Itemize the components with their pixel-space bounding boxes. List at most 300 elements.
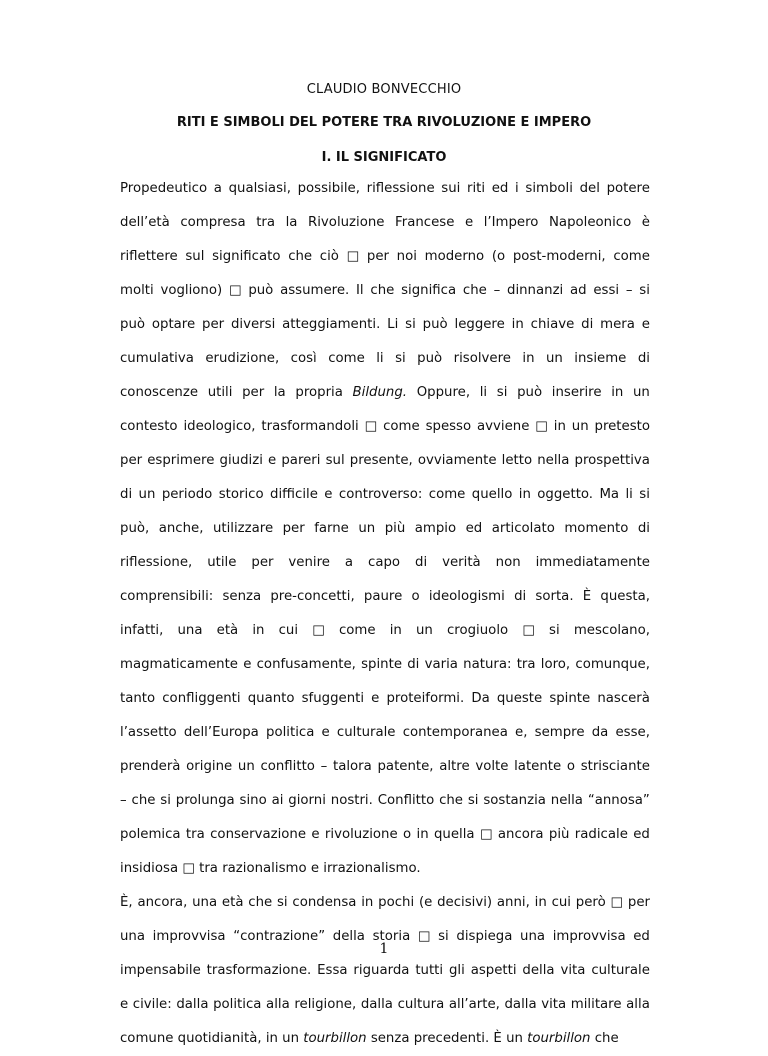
- word: e: [311, 827, 320, 842]
- word: può: [417, 351, 443, 366]
- word: in: [518, 487, 531, 502]
- paragraph-1-line: [120, 240, 650, 274]
- word: □: [228, 283, 242, 298]
- body-text: [120, 172, 650, 1056]
- paragraph-1-line: [120, 444, 650, 478]
- word: la: [273, 385, 286, 400]
- word: vita: [560, 963, 586, 978]
- word: può: [422, 317, 448, 332]
- paragraph-1-line: [120, 818, 650, 852]
- word: tourbillon: [303, 1031, 371, 1046]
- word: storico: [218, 487, 264, 502]
- word: sul: [325, 453, 345, 468]
- word: (e: [418, 895, 433, 910]
- word: anche,: [158, 521, 204, 536]
- word: risolvere: [453, 351, 511, 366]
- word: Il: [356, 283, 364, 298]
- paragraph-2-line: [120, 988, 650, 1022]
- word: di: [514, 589, 527, 604]
- word: che: [462, 283, 487, 298]
- word: più: [548, 827, 570, 842]
- paragraph-2-line: [120, 886, 650, 920]
- word: per: [120, 453, 143, 468]
- word: dalla: [504, 997, 537, 1012]
- word: essi: [593, 283, 620, 298]
- word: si: [276, 895, 288, 910]
- word: anni,: [496, 895, 530, 910]
- word: altre: [439, 759, 470, 774]
- word: e: [120, 997, 129, 1012]
- word: sino: [239, 793, 267, 808]
- word: come: [428, 487, 466, 502]
- word: o: [411, 589, 420, 604]
- word: in: [361, 895, 374, 910]
- word: varia: [424, 657, 458, 672]
- word: tanto: [120, 691, 156, 706]
- word: noi: [396, 249, 417, 264]
- word: assumere.: [280, 283, 350, 298]
- word: una: [192, 895, 218, 910]
- word: È,: [120, 895, 133, 910]
- word: spinte: [361, 657, 402, 672]
- paragraph-1-line: [120, 478, 650, 512]
- word: □: [346, 249, 360, 264]
- word: avviene: [477, 419, 530, 434]
- word: un: [282, 1031, 304, 1046]
- word: una: [177, 623, 203, 638]
- word: si: [395, 351, 406, 366]
- word: Bildung.: [352, 385, 408, 400]
- word: □: [479, 827, 493, 842]
- word: e: [268, 453, 277, 468]
- word: un: [633, 385, 650, 400]
- word: □: [182, 861, 200, 876]
- word: controverso:: [338, 487, 423, 502]
- word: vita: [541, 997, 567, 1012]
- word: Oppure,: [416, 385, 471, 400]
- word: aspetti: [470, 963, 517, 978]
- word: compresa: [180, 215, 246, 230]
- word: culturale: [591, 963, 650, 978]
- word: e: [464, 215, 474, 230]
- word: talora: [332, 759, 372, 774]
- word: pochi: [378, 895, 415, 910]
- word: giorni: [288, 793, 326, 808]
- word: in: [522, 351, 535, 366]
- word: cui: [278, 623, 299, 638]
- word: può: [248, 283, 274, 298]
- word: –: [625, 283, 633, 298]
- word: –: [120, 793, 127, 808]
- word: come: [328, 351, 365, 366]
- word: contesto: [120, 419, 178, 434]
- word: sostanzia: [483, 793, 546, 808]
- word: rivoluzione: [324, 827, 398, 842]
- word: spinte: [549, 691, 591, 706]
- word: che: [439, 793, 463, 808]
- word: potere: [606, 181, 650, 196]
- word: tra: [199, 861, 223, 876]
- word: in: [416, 827, 429, 842]
- word: che: [248, 895, 273, 910]
- word: esse,: [615, 725, 650, 740]
- word: impensabile: [120, 963, 201, 978]
- word: si: [467, 793, 479, 808]
- paragraph-2-line: [120, 1022, 650, 1056]
- word: latente: [514, 759, 562, 774]
- word: comune: [120, 1031, 178, 1046]
- word: nascerà: [597, 691, 650, 706]
- word: a: [213, 181, 222, 196]
- word: e: [310, 861, 324, 876]
- word: dalla: [360, 997, 393, 1012]
- word: tra: [256, 215, 276, 230]
- word: dispiega: [456, 929, 513, 944]
- word: storia: [372, 929, 411, 944]
- word: quanto: [247, 691, 295, 706]
- word: tutti: [415, 963, 444, 978]
- word: immediatamente: [535, 555, 650, 570]
- word: non: [495, 555, 521, 570]
- word: è: [641, 215, 650, 230]
- word: ciò: [319, 249, 339, 264]
- word: origine: [186, 759, 233, 774]
- word: riflessione,: [120, 555, 193, 570]
- document-title: RITI E SIMBOLI DEL POTERE TRA RIVOLUZIONE E IMPERO: [176, 115, 592, 130]
- paragraph-1-line: [120, 342, 650, 376]
- word: si: [160, 793, 171, 808]
- word: ovviamente: [417, 453, 497, 468]
- word: in: [511, 317, 524, 332]
- word: crogiuolo: [447, 623, 509, 638]
- word: in: [252, 623, 265, 638]
- word: sul: [185, 249, 205, 264]
- word: come: [383, 419, 420, 434]
- word: verità: [442, 555, 481, 570]
- paragraph-1-line: [120, 410, 650, 444]
- word: un: [506, 1031, 528, 1046]
- word: □: [522, 623, 535, 638]
- paragraph-1-line: [120, 172, 650, 206]
- word: venire: [288, 555, 330, 570]
- word: capo: [368, 555, 401, 570]
- word: polemica: [120, 827, 181, 842]
- word: periodo: [161, 487, 213, 502]
- word: nella: [537, 453, 570, 468]
- word: può,: [120, 521, 150, 536]
- word: ancora: [497, 827, 544, 842]
- word: però: [575, 895, 606, 910]
- word: di: [637, 521, 650, 536]
- word: propria: [295, 385, 343, 400]
- word: che: [370, 283, 395, 298]
- word: –: [320, 759, 328, 774]
- word: conservazione: [210, 827, 307, 842]
- word: alla: [626, 997, 650, 1012]
- word: (o: [491, 249, 506, 264]
- word: e: [321, 725, 330, 740]
- word: significa: [401, 283, 457, 298]
- word: più: [384, 521, 406, 536]
- word: un: [571, 419, 589, 434]
- paragraph-1-line: [120, 784, 650, 818]
- word: politica: [266, 725, 315, 740]
- word: Li: [387, 317, 399, 332]
- paragraph-1-line: [120, 750, 650, 784]
- word: volte: [475, 759, 509, 774]
- word: erudizione,: [205, 351, 280, 366]
- word: una: [120, 929, 146, 944]
- word: politica: [213, 997, 262, 1012]
- word: gli: [448, 963, 465, 978]
- word: esprimere: [147, 453, 215, 468]
- word: momento: [564, 521, 629, 536]
- word: civile:: [132, 997, 172, 1012]
- word: per: [251, 555, 274, 570]
- word: tra: [516, 657, 536, 672]
- paragraph-1-line: [120, 512, 650, 546]
- word: a: [344, 555, 354, 570]
- word: giudizi: [219, 453, 263, 468]
- paragraph-1-line: [120, 614, 650, 648]
- word: sorta.: [535, 589, 574, 604]
- word: “annosa”: [587, 793, 650, 808]
- word: li: [376, 351, 384, 366]
- word: –: [493, 283, 501, 298]
- word: all’arte,: [448, 997, 500, 1012]
- word: pre-concetti,: [270, 589, 355, 604]
- word: di: [407, 657, 420, 672]
- word: si: [438, 929, 449, 944]
- word: patente,: [377, 759, 434, 774]
- word: questa,: [600, 589, 650, 604]
- word: culturale: [336, 725, 396, 740]
- word: prenderà: [120, 759, 181, 774]
- word: proteiformi.: [386, 691, 465, 706]
- word: Napoleonico: [548, 215, 632, 230]
- word: tra: [185, 827, 205, 842]
- word: può: [517, 385, 543, 400]
- word: Propedeutico: [120, 181, 208, 196]
- word: in: [611, 385, 624, 400]
- word: vogliono): [160, 283, 223, 298]
- word: confliggenti: [162, 691, 241, 706]
- word: Ma: [599, 487, 620, 502]
- word: confusamente,: [256, 657, 356, 672]
- paragraph-1-line: [120, 682, 650, 716]
- word: li: [479, 385, 488, 400]
- word: letto: [501, 453, 533, 468]
- word: mescolano,: [573, 623, 650, 638]
- word: qualsiasi,: [228, 181, 291, 196]
- paragraph-2-line: [120, 954, 650, 988]
- word: simboli: [525, 181, 573, 196]
- word: senza: [222, 589, 262, 604]
- author-name: CLAUDIO BONVECCHIO: [306, 82, 462, 97]
- word: possibile,: [297, 181, 360, 196]
- word: in: [265, 1031, 283, 1046]
- word: ad: [570, 283, 587, 298]
- word: riguarda: [353, 963, 410, 978]
- word: irrazionalismo.: [323, 861, 421, 876]
- word: l’Impero: [483, 215, 539, 230]
- word: o: [566, 759, 575, 774]
- paragraph-1-line: [120, 376, 650, 410]
- word: una: [520, 929, 546, 944]
- word: o: [403, 827, 412, 842]
- word: per: [282, 521, 305, 536]
- word: in: [534, 895, 547, 910]
- word: un: [415, 623, 433, 638]
- word: □: [364, 419, 378, 434]
- word: di: [415, 555, 428, 570]
- word: infatti,: [120, 623, 164, 638]
- word: che: [594, 1031, 619, 1046]
- word: Conflitto: [377, 793, 435, 808]
- word: È: [493, 1031, 507, 1046]
- word: utile: [207, 555, 237, 570]
- word: di: [637, 351, 650, 366]
- word: ed: [633, 929, 650, 944]
- word: nostri.: [330, 793, 373, 808]
- word: mera: [600, 317, 635, 332]
- word: prospettiva: [574, 453, 650, 468]
- word: sempre: [534, 725, 585, 740]
- word: paure: [363, 589, 403, 604]
- word: della: [332, 929, 365, 944]
- word: moderno: [424, 249, 485, 264]
- paragraph-1-line: [120, 308, 650, 342]
- word: dalla: [176, 997, 209, 1012]
- word: utilizzare: [212, 521, 274, 536]
- paragraph-1-line: [120, 716, 650, 750]
- word: comprensibili:: [120, 589, 214, 604]
- paragraph-1-line: [120, 206, 650, 240]
- word: contemporanea: [402, 725, 508, 740]
- word: improvvisa: [552, 929, 626, 944]
- word: per: [242, 385, 265, 400]
- word: la: [285, 215, 298, 230]
- word: difficile: [270, 487, 318, 502]
- word: conoscenze: [120, 385, 199, 400]
- word: pareri: [281, 453, 321, 468]
- word: significato: [212, 249, 281, 264]
- word: ideologismi: [428, 589, 505, 604]
- word: dinnanzi: [507, 283, 564, 298]
- word: ed: [491, 181, 509, 196]
- word: decisivi): [437, 895, 493, 910]
- word: queste: [496, 691, 543, 706]
- word: leggere: [454, 317, 505, 332]
- word: improvvisa: [152, 929, 226, 944]
- word: post-moderni,: [512, 249, 606, 264]
- word: □: [417, 929, 431, 944]
- word: pretesto: [594, 419, 650, 434]
- word: dell’Europa: [183, 725, 259, 740]
- word: quello: [471, 487, 513, 502]
- word: i: [515, 181, 519, 196]
- word: farne: [314, 521, 349, 536]
- word: insidiosa: [120, 861, 183, 876]
- word: cui: [551, 895, 571, 910]
- word: un: [237, 759, 255, 774]
- word: si: [639, 283, 650, 298]
- word: quella: [433, 827, 475, 842]
- word: cultura: [397, 997, 445, 1012]
- word: in: [389, 623, 402, 638]
- word: da: [591, 725, 609, 740]
- word: si: [549, 623, 560, 638]
- word: per: [366, 249, 389, 264]
- word: per: [627, 895, 650, 910]
- word: riflessione: [366, 181, 435, 196]
- word: □: [312, 623, 325, 638]
- word: Da: [471, 691, 490, 706]
- word: tourbillon: [527, 1031, 595, 1046]
- word: È: [582, 589, 592, 604]
- word: condensa: [292, 895, 357, 910]
- word: di: [581, 317, 594, 332]
- word: può: [120, 317, 146, 332]
- word: per: [202, 317, 225, 332]
- word: li: [625, 487, 633, 502]
- word: conflitto: [260, 759, 315, 774]
- word: dell’età: [120, 215, 170, 230]
- word: e,: [515, 725, 528, 740]
- word: chiave: [530, 317, 575, 332]
- word: che: [131, 793, 156, 808]
- word: l’assetto: [120, 725, 177, 740]
- word: quotidianità,: [177, 1031, 266, 1046]
- word: in: [553, 419, 566, 434]
- word: articolato: [491, 521, 555, 536]
- word: della: [522, 963, 555, 978]
- paragraph-1-line: [120, 274, 650, 308]
- word: alla: [266, 997, 290, 1012]
- section-heading: I. IL SIGNIFICATO: [321, 150, 447, 165]
- page-number: 1: [379, 941, 389, 957]
- word: Rivoluzione: [308, 215, 385, 230]
- word: precedenti.: [413, 1031, 494, 1046]
- word: riti: [467, 181, 486, 196]
- word: un: [358, 521, 376, 536]
- word: religione,: [294, 997, 357, 1012]
- word: inserire: [551, 385, 602, 400]
- word: età: [221, 895, 244, 910]
- word: si: [405, 317, 416, 332]
- word: età: [216, 623, 239, 638]
- word: si: [496, 385, 508, 400]
- word: natura:: [463, 657, 512, 672]
- word: ed: [465, 521, 483, 536]
- word: che: [288, 249, 313, 264]
- word: e: [371, 691, 380, 706]
- word: senza: [370, 1031, 414, 1046]
- word: riflettere: [120, 249, 178, 264]
- word: comunque,: [575, 657, 650, 672]
- word: loro,: [540, 657, 571, 672]
- paragraph-1-line: [120, 852, 650, 886]
- word: atteggiamenti.: [282, 317, 381, 332]
- word: come: [338, 623, 376, 638]
- word: e: [324, 487, 333, 502]
- word: ed: [633, 827, 650, 842]
- word: utili: [207, 385, 233, 400]
- word: ai: [271, 793, 284, 808]
- word: sfuggenti: [301, 691, 365, 706]
- word: trasformazione.: [206, 963, 312, 978]
- word: così: [290, 351, 317, 366]
